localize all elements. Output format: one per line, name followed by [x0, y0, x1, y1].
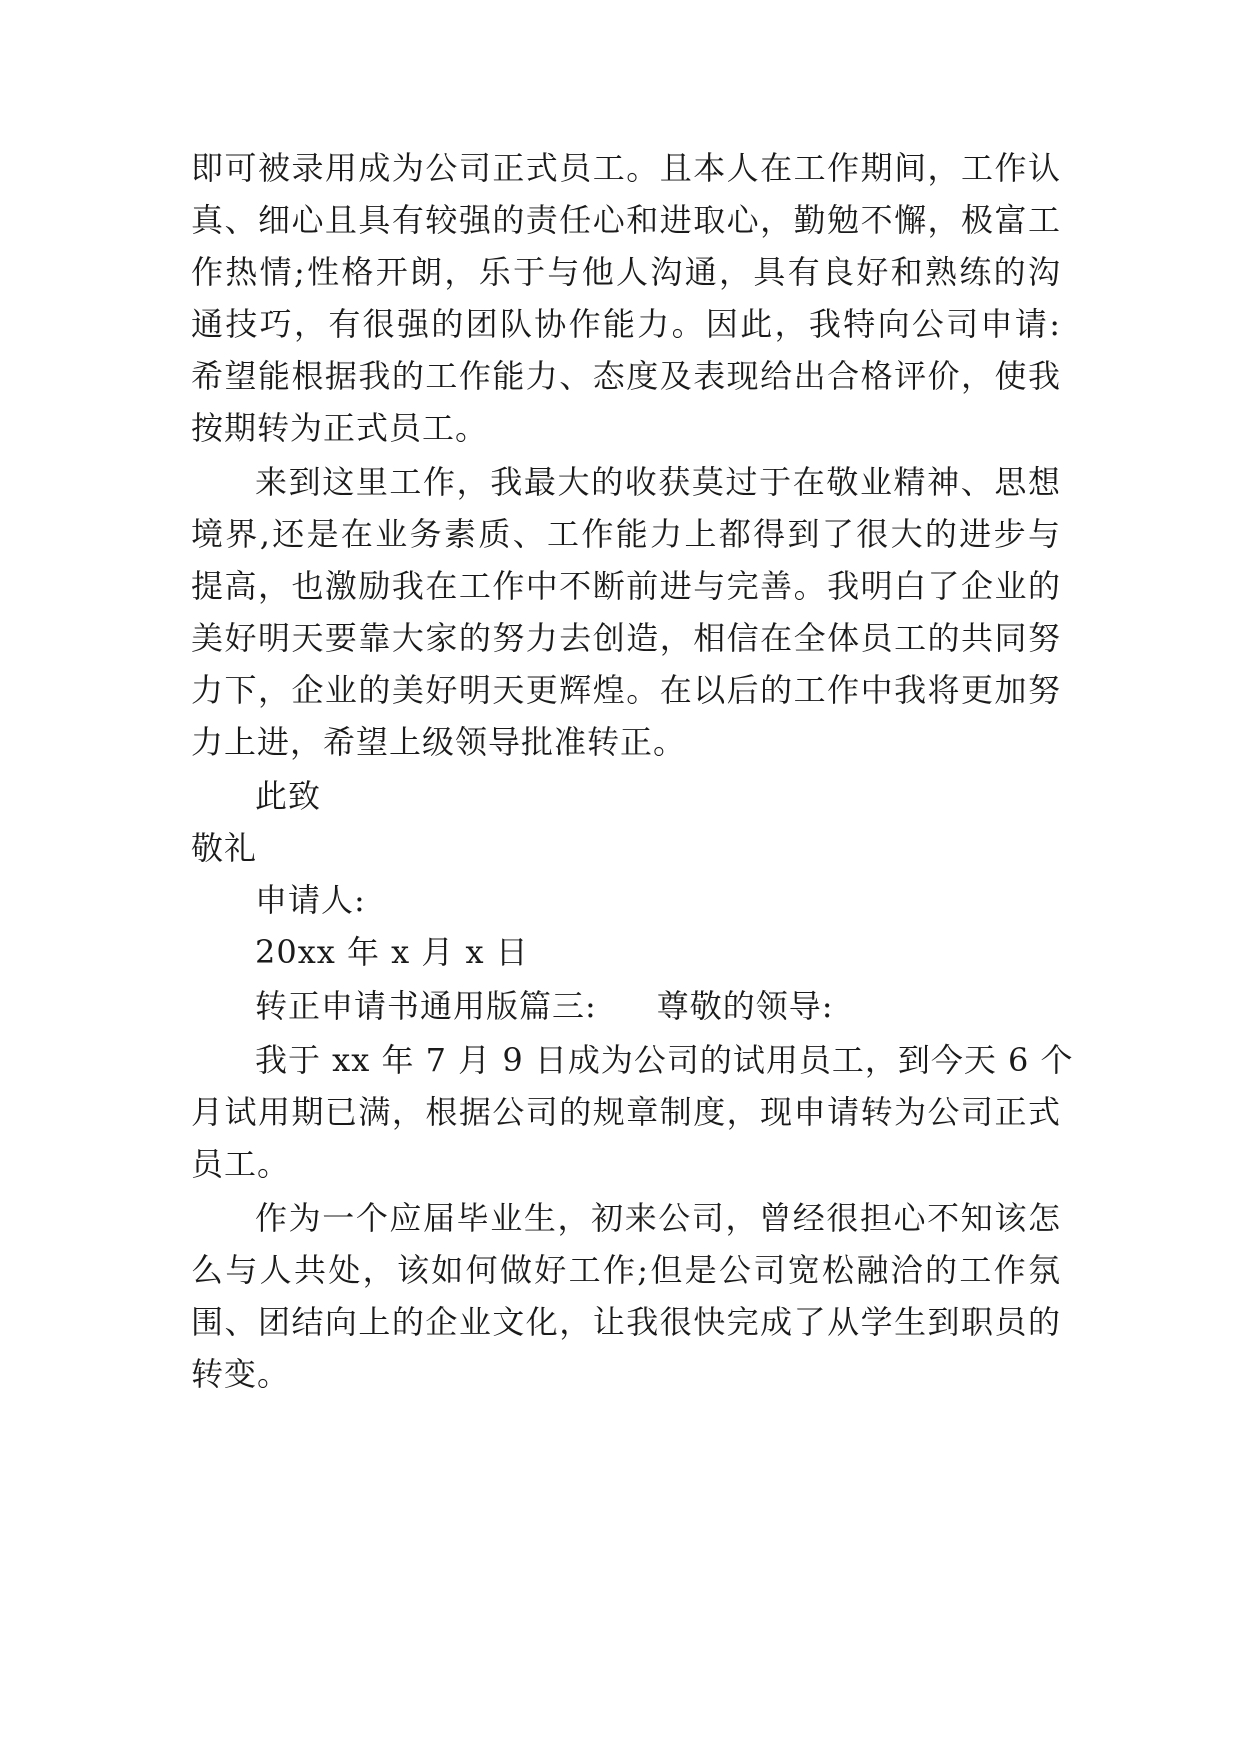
salutation-cizhi: 此致 [255, 777, 322, 815]
paragraph-4-line-2: 么与人共处，该如何做好工作;但是公司宽松融洽的工作氛 [191, 1251, 1061, 1289]
paragraph-1-line-5: 希望能根据我的工作能力、态度及表现给出合格评价，使我 [191, 357, 1061, 395]
paragraph-2-line-3: 提高，也激励我在工作中不断前进与完善。我明白了企业的 [191, 567, 1061, 605]
paragraph-2-line-1: 来到这里工作，我最大的收获莫过于在敬业精神、思想 [255, 463, 1061, 501]
section-three-heading: 转正申请书通用版篇三: [255, 987, 597, 1025]
paragraph-2-line-5: 力下，企业的美好明天更辉煌。在以后的工作中我将更加努 [191, 671, 1061, 709]
paragraph-1-line-6: 按期转为正式员工。 [191, 409, 489, 447]
paragraph-3-line-2: 月试用期已满，根据公司的规章制度，现申请转为公司正式 [191, 1093, 1061, 1131]
paragraph-1-line-2: 真、细心且具有较强的责任心和进取心，勤勉不懈，极富工 [191, 201, 1061, 239]
salutation-jingli: 敬礼 [191, 829, 258, 867]
paragraph-1-line-3: 作热情;性格开朗，乐于与他人沟通，具有良好和熟练的沟 [191, 253, 1061, 291]
paragraph-2-line-6: 力上进，希望上级领导批准转正。 [191, 723, 687, 761]
paragraph-1-line-1: 即可被录用成为公司正式员工。且本人在工作期间，工作认 [191, 149, 1061, 187]
paragraph-2-line-4: 美好明天要靠大家的努力去创造，相信在全体员工的共同努 [191, 619, 1061, 657]
section-three-greeting: 尊敬的领导: [656, 987, 834, 1025]
section-three-heading-row [255, 986, 1061, 1026]
paragraph-4-line-1: 作为一个应届毕业生，初来公司，曾经很担心不知该怎 [255, 1199, 1061, 1237]
paragraph-4-line-3: 围、团结向上的企业文化，让我很快完成了从学生到职员的 [191, 1303, 1061, 1341]
applicant-label: 申请人: [255, 881, 366, 919]
paragraph-4-line-4: 转变。 [191, 1355, 291, 1393]
paragraph-3-line-3: 员工。 [191, 1145, 291, 1183]
signature-date: 20xx 年 x 月 x 日 [255, 933, 529, 971]
paragraph-3-line-1: 我于 xx 年 7 月 9 日成为公司的试用员工，到今天 6 个 [255, 1041, 1074, 1079]
paragraph-1-line-4: 通技巧，有很强的团队协作能力。因此，我特向公司申请: [191, 305, 1061, 343]
paragraph-2-line-2: 境界,还是在业务素质、工作能力上都得到了很大的进步与 [191, 515, 1061, 553]
